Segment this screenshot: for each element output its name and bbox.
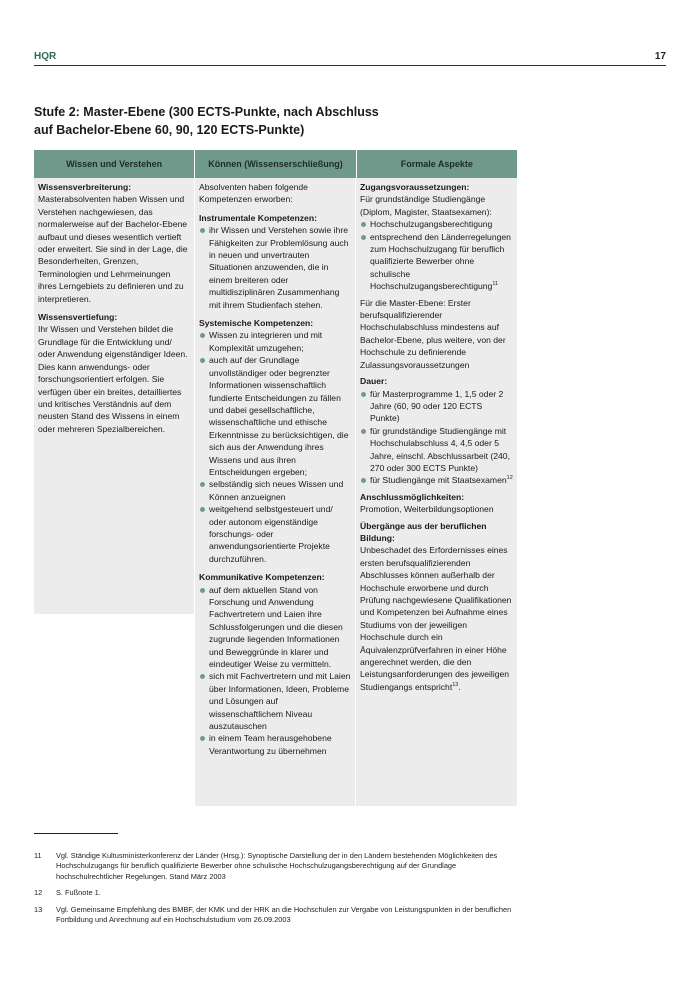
footnote-number: 12 [34,888,43,897]
footnote-rule [34,833,118,834]
footnote [34,851,514,882]
subheading: Übergänge aus der beruflichen Bildung: [360,520,487,543]
list-item-text: entsprechend den Länderregelungen zum Hochschulzugang für beruflich qualifizierte Bewerber ohne schulische Hochschulzugangsberechtigung [370,231,511,292]
table-header-row [34,150,517,178]
cell-wissen-und-verstehen [34,178,194,614]
subheading: Kommunikative Kompetenzen: [199,572,325,583]
list-item: Hochschulzugangsberechtigung [360,218,513,230]
list-item: ihr Wissen und Verstehen sowie ihre Fähigkeiten zur Problemlösung auch in neuen und unvertrauten Situationen anzuwenden, die in einem breiteren oder multidisziplinären Zusammenhang mit ihrem Studienfach stehen. [199,224,351,311]
paragraph-text: Unbeschadet des Erfordernisses eines ersten berufsqualifizierenden Abschlusses können außerhalb der Hochschule erworbene und durch Prüfung nachgewiesene Qualifikationen und Kompetenzen bei Aufnahme eines Studiums von der jeweiligen Hochschule durch ein Äquivalenzprüfverfahren in einer Höhe angerechnet werden, die den Leistungsanforderungen des jeweiligen Studiengangs entspricht [360,545,512,692]
footnote-number: 13 [34,905,43,914]
list-item: auch auf der Grundlage unvollständiger oder begrenzter Informationen wissenschaftlich fundierte Entscheidungen zu fällen und dabei gesellschaftliche, wissenschaftliche und ethische Erkenntnisse zu berücksichtigen, die sich aus der Anwendung ihres Wissens und aus ihren Entscheidungen ergeben; [199,354,351,478]
footnote-ref[interactable]: 11 [492,281,499,288]
subheading: Systemische Kompetenzen: [199,318,314,329]
list-item: auf dem aktuellen Stand von Forschung und Anwendung Fachvertretern und Laien ihre Schlussfolgerungen und die diesen zugrunde liegenden Informationen und Beweggründe in klarer und eindeutiger Weise zu vermitteln. [199,584,351,671]
column-header-wissen: Wissen und Verstehen [34,150,195,178]
list-item: sich mit Fachvertretern und mit Laien über Informationen, Ideen, Probleme und Lösungen auf wissenschaftlichem Niveau auszutauschen [199,670,351,732]
qualification-table [34,150,517,806]
footnote-number: 11 [34,851,42,860]
list-item [360,474,513,486]
list-item: für Masterprogramme 1, 1,5 oder 2 Jahre (60, 90 oder 120 ECTS Punkte) [360,388,513,425]
table-body-row [34,178,517,806]
footnote-text: Vgl. Ständige Kultusministerkonferenz der Länder (Hrsg.): Synoptische Darstellung der in den Ländern bestehenden Möglichkeiten des Hochschulzugangs für beruflich qualifizierte Bewerber ohne schulische Hochschulzugangsberechtigung auf der Grundlage hochschulrechtlicher Regelungen. Stand März 2003 [56,851,498,881]
subheading: Instrumentale Kompetenzen: [199,212,317,223]
list-item: weitgehend selbstgesteuert und/ oder autonom eigenständige forschungs- oder anwendungsorientierte Projekte durchzuführen. [199,503,351,565]
bullet-list [360,388,513,487]
column-header-formale-aspekte: Formale Aspekte [400,159,473,169]
footnote-text: Vgl. Gemeinsame Empfehlung des BMBF, der KMK und der HRK an die Hochschulen zur Vergabe von Leistungspunkten in der beruflichen Fortbildung und Anrechnung auf ein Hochschulstudium vom 26.09.2003 [56,905,512,925]
bullet-list [360,218,513,292]
page-number: 17 [654,51,666,62]
list-item: selbständig sich neues Wissen und Können anzueignen [199,478,351,503]
bullet-list [199,224,351,311]
footnote [34,888,514,898]
subheading: Wissensvertiefung: [38,312,118,323]
paragraph: Für grundständige Studiengänge (Diplom, Magister, Staatsexamen): [360,194,492,217]
paragraph: Für die Master-Ebene: Erster berufsqualifizierender Hochschulabschluss mindestens auf Bachelor-Ebene, plus weitere, von der Hochschule zu definierende Zulassungsvoraussetzungen [360,297,506,370]
paragraph [360,544,513,693]
header-rule [34,65,666,66]
list-item-text: für Studiengänge mit Staatsexamen [370,475,507,486]
list-item: für grundständige Studiengänge mit Hochschulabschluss 4, 4,5 oder 5 Jahre, einschl. Abschlussarbeit (240, 270 oder 300 ECTS Punkte) [360,425,513,475]
column-header-koennen: Können (Wissenserschließung) [195,150,356,178]
section-title-line-2: auf Bachelor-Ebene 60, 90, 120 ECTS-Punkte) [34,123,305,137]
section-title-line-1: Stufe 2: Master-Ebene (300 ECTS-Punkte, nach Abschluss [34,105,379,119]
page-header-label: HQR [34,51,57,62]
paragraph: Ihr Wissen und Verstehen bildet die Grundlage für die Entwicklung und/ oder Anwendung eigenständiger Ideen. Dies kann anwendungs- oder forschungsorientiert erfolgen. Sie verfügen über ein breites, detailliertes und kritisches Verständnis auf dem neusten Stand des Wissens in einem oder mehreren Spezialbereichen. [38,324,188,434]
footnote-ref[interactable]: 13 [452,681,459,688]
subheading: Zugangsvoraussetzungen: [360,182,470,192]
cell-koennen [195,178,355,806]
footnote [34,905,514,926]
paragraph: Absolventen haben folgende Kompetenzen erworben: [199,182,308,205]
subheading: Dauer: [360,376,388,387]
paragraph: Masterabsolventen haben Wissen und Verstehen nachgewiesen, das normalerweise auf der Bachelor-Ebene aufbaut und dieses wesentlich vertieft oder erweitert. Sie sind in der Lage, die Besonderheiten, Grenzen, Terminologien und Lehrmeinungen ihres Lerngebiets zu definieren und zu interpretieren. [38,194,188,304]
list-item [360,231,513,293]
paragraph: Promotion, Weiterbildungsoptionen [360,504,494,515]
cell-formale-aspekte [356,178,517,806]
bullet-list [199,584,351,758]
list-item: in einem Team herausgehobene Verantwortung zu übernehmen [199,732,351,757]
list-item: Wissen zu integrieren und mit Komplexität umzugehen; [199,329,351,354]
footnote-text: S. Fußnote 1. [56,888,101,897]
paragraph-end: . [458,681,461,692]
bullet-list [199,329,351,565]
subheading: Wissensverbreiterung: [38,182,132,192]
footnote-ref[interactable]: 12 [506,475,513,482]
section-title [34,103,454,139]
subheading: Anschlussmöglichkeiten: [360,491,465,502]
